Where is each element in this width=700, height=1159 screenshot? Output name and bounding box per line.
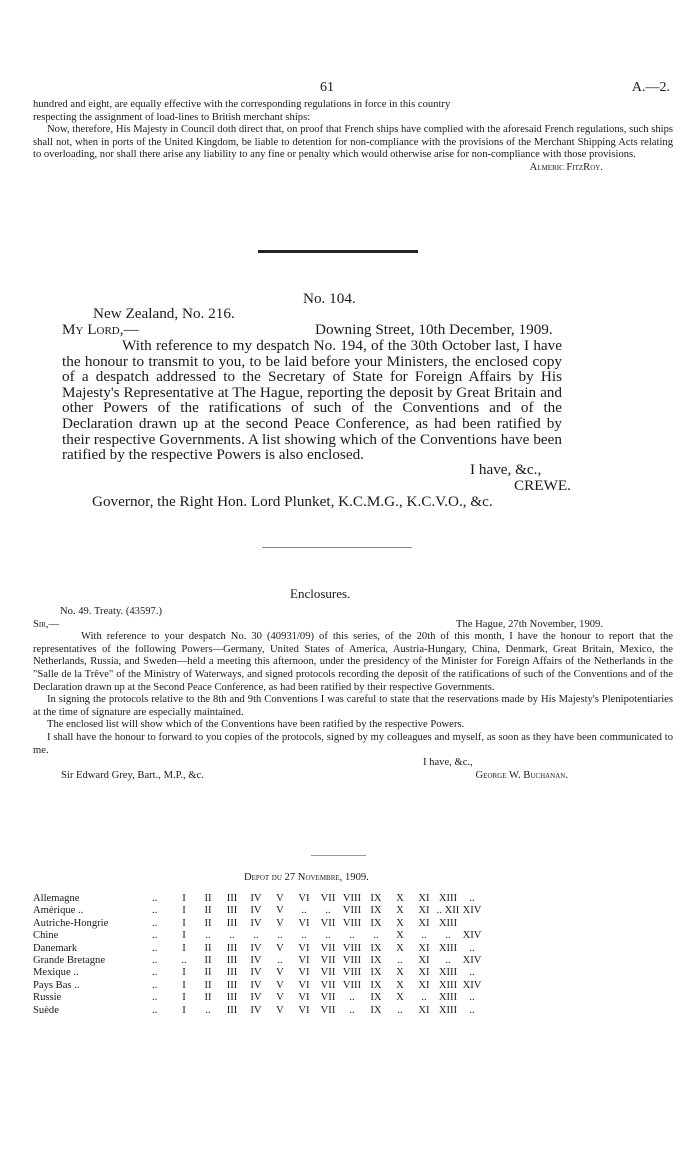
convention-cell: ..	[469, 942, 475, 954]
convention-cell: I	[182, 967, 186, 979]
convention-cell: ..	[229, 930, 235, 942]
ratification-table	[33, 893, 484, 1017]
convention-cell: XI	[418, 1004, 430, 1016]
convention-cell: XI	[418, 905, 430, 917]
enclosure-addressee: Sir Edward Grey, Bart., M.P., &c.	[61, 769, 204, 781]
convention-cell: VII	[320, 942, 336, 954]
convention-cell: XIII	[438, 967, 458, 979]
convention-cell: III	[226, 992, 238, 1004]
leader-dots: ..	[152, 1004, 158, 1016]
convention-cell: XIV	[462, 905, 482, 917]
section-divider	[258, 250, 418, 253]
convention-cell: VI	[298, 967, 310, 979]
table-row	[33, 893, 484, 905]
convention-cell: IV	[250, 967, 262, 979]
convention-cell: ..	[469, 967, 475, 979]
leader-dots: ..	[152, 979, 158, 991]
convention-cell: VIII	[342, 905, 362, 917]
leader-dots: ..	[152, 930, 158, 942]
convention-cell: ..	[469, 992, 475, 1004]
convention-cell: ..	[349, 1004, 355, 1016]
convention-cell: ..	[205, 1004, 211, 1016]
table-row	[33, 918, 484, 930]
convention-cell: I	[182, 992, 186, 1004]
convention-cell: ..	[397, 955, 403, 967]
convention-cell: X	[396, 917, 404, 929]
enclosure-letter	[33, 606, 673, 782]
country-name: Grande Bretagne	[33, 955, 106, 967]
convention-cell: III	[226, 955, 238, 967]
convention-cell: III	[226, 1004, 238, 1016]
despatch-body-block	[62, 338, 562, 463]
convention-cell: I	[182, 893, 186, 904]
convention-cell: X	[396, 979, 404, 991]
convention-cell: ..	[469, 1004, 475, 1016]
convention-cell: ..	[349, 992, 355, 1004]
convention-cell: IV	[250, 955, 262, 967]
convention-cell: III	[226, 967, 238, 979]
table-row	[33, 980, 484, 992]
intro-section	[33, 99, 673, 175]
despatch-signature: CREWE.	[514, 477, 571, 494]
table-row	[33, 930, 484, 942]
colony-reference: New Zealand, No. 216.	[93, 305, 235, 322]
convention-cell: II	[204, 955, 212, 967]
convention-cell: IV	[250, 1004, 262, 1016]
convention-cell: V	[276, 905, 284, 917]
country-name: Chine	[33, 930, 59, 942]
leader-dots: ..	[152, 992, 158, 1004]
convention-cell: IV	[250, 942, 262, 954]
convention-cell: IV	[250, 905, 262, 917]
convention-cell: ..	[181, 955, 187, 967]
convention-cell: XIV	[462, 930, 482, 942]
intro-paragraph: Now, therefore, His Majesty in Council doth direct that, on proof that French ships have complied with the aforesaid French regulations, such ships shall not, when in ports of the United Kingdom, be liable to detention for non-compliance with the provisions of the Merchant Shipping Acts relating to overloading, nor shall there arise any liability to any fine or penalty which would otherwise arise for non-compliance with those provisions.	[33, 124, 673, 161]
convention-cell: V	[276, 893, 284, 904]
country-name: Amérique ..	[33, 905, 84, 917]
leader-dots: ..	[152, 893, 158, 904]
convention-cell: IX	[370, 893, 382, 904]
convention-cell: X	[396, 893, 404, 904]
convention-cell: VI	[298, 992, 310, 1004]
table-row	[33, 967, 484, 979]
convention-cell: II	[204, 905, 212, 917]
convention-cell: VI	[298, 942, 310, 954]
enclosure-para-2: In signing the protocols relative to the 8th and 9th Conventions I was careful to state that the reservations made by His Majesty's Plenipotentiaries at the time of signature are especially maintained.	[33, 694, 673, 718]
enclosure-para-1: With reference to your despatch No. 30 (40931/09) of this series, of the 20th of this month, I have the honour to report that the representatives of the following Powers—Germany, United States of America, Austria-Hungary, China, Denmark, Great Britain, Mexico, the Netherlands, Russia, and Sweden—held a meeting this afternoon, under the presidency of the Minister for Foreign Affairs of the Netherlands in the "Salle de la Trêve" of the Ministry of Waterways, and signed protocols recording the deposit of the ratifications of such of the Conventions and of the Declaration drawn up at the Second Peace Conference, as had been ratified by their respective Governments.	[33, 631, 673, 693]
convention-cell: VII	[320, 917, 336, 929]
convention-cell: XIII	[438, 979, 458, 991]
convention-cell: VIII	[342, 979, 362, 991]
convention-cell: XI	[418, 893, 430, 904]
convention-cell: VII	[320, 955, 336, 967]
convention-cell: IV	[250, 979, 262, 991]
leader-dots: ..	[152, 955, 158, 967]
page-number: 61	[320, 80, 334, 95]
convention-cell: III	[226, 979, 238, 991]
convention-cell: XIII	[438, 1004, 458, 1016]
convention-cell: ..	[253, 930, 259, 942]
convention-cell: VII	[320, 992, 336, 1004]
convention-cell: VIII	[342, 917, 362, 929]
convention-cell: XIV	[462, 979, 482, 991]
convention-cell: XIV	[462, 955, 482, 967]
country-name: Suède	[33, 1004, 59, 1016]
country-name: Russie	[33, 992, 62, 1004]
paper-reference: A.—2.	[631, 80, 670, 95]
enclosure-signature: George W. Buchanan.	[475, 769, 568, 781]
table-row	[33, 1005, 484, 1017]
table-row	[33, 905, 484, 917]
convention-cell: .. XII	[436, 905, 460, 917]
convention-cell: II	[204, 917, 212, 929]
convention-cell: IV	[250, 917, 262, 929]
convention-cell: VII	[320, 893, 336, 904]
enclosure-closing: I have, &c.,	[423, 757, 473, 769]
leader-dots: ..	[152, 967, 158, 979]
convention-cell: III	[226, 917, 238, 929]
convention-cell: V	[276, 992, 284, 1004]
enclosure-para-4: I shall have the honour to forward to you copies of the protocols, signed by my colleagues and myself, as soon as they have been communicated to me.	[33, 731, 673, 756]
convention-cell: VI	[298, 917, 310, 929]
convention-cell: ..	[397, 1004, 403, 1016]
convention-cell: VI	[298, 1004, 310, 1016]
country-name: Allemagne	[33, 893, 80, 904]
table-divider	[311, 855, 366, 856]
convention-cell: VIII	[342, 893, 362, 904]
convention-cell: X	[396, 930, 404, 942]
convention-cell: X	[396, 942, 404, 954]
convention-cell: ..	[421, 992, 427, 1004]
convention-cell: XIII	[438, 917, 458, 929]
convention-cell: XI	[418, 942, 430, 954]
convention-cell: ..	[325, 930, 331, 942]
convention-cell: VII	[320, 1004, 336, 1016]
table-row	[33, 943, 484, 955]
convention-cell: IX	[370, 967, 382, 979]
despatch-place-date: Downing Street, 10th December, 1909.	[315, 321, 553, 338]
convention-cell: IX	[370, 905, 382, 917]
convention-cell: II	[204, 893, 212, 904]
convention-cell: ..	[301, 905, 307, 917]
convention-cell: IX	[370, 979, 382, 991]
enclosure-para-3: The enclosed list will show which of the Conventions have been ratified by the respective Powers.	[47, 719, 465, 731]
convention-cell: ..	[445, 930, 451, 942]
convention-cell: II	[204, 992, 212, 1004]
convention-cell: ..	[373, 930, 379, 942]
convention-cell: ..	[421, 930, 427, 942]
convention-cell: VIII	[342, 942, 362, 954]
convention-cell: ..	[445, 955, 451, 967]
table-row	[33, 992, 484, 1004]
convention-cell: XI	[418, 979, 430, 991]
convention-cell: VI	[298, 893, 310, 904]
convention-cell: I	[182, 930, 186, 942]
convention-cell: VIII	[342, 955, 362, 967]
leader-dots: ..	[152, 942, 158, 954]
convention-cell: ..	[277, 955, 283, 967]
convention-cell: ..	[325, 905, 331, 917]
convention-cell: ..	[469, 893, 475, 904]
convention-cell: ..	[349, 930, 355, 942]
convention-cell: V	[276, 942, 284, 954]
convention-cell: II	[204, 967, 212, 979]
convention-cell: X	[396, 992, 404, 1004]
convention-cell: XIII	[438, 893, 458, 904]
convention-cell: XI	[418, 917, 430, 929]
intro-line-1: hundred and eight, are equally effective with the corresponding regulations in force in this country	[33, 99, 451, 110]
convention-cell: VIII	[342, 967, 362, 979]
convention-cell: V	[276, 979, 284, 991]
convention-cell: I	[182, 905, 186, 917]
intro-line-2: respecting the assignment of load-lines to British merchant ships:	[33, 111, 311, 123]
convention-cell: VI	[298, 955, 310, 967]
convention-cell: X	[396, 967, 404, 979]
convention-cell: I	[182, 979, 186, 991]
convention-cell: I	[182, 942, 186, 954]
convention-cell: XI	[418, 967, 430, 979]
convention-cell: I	[182, 917, 186, 929]
despatch-body: With reference to my despatch No. 194, of the 30th October last, I have the honour to transmit to you, to be laid before your Ministers, the enclosed copy of a despatch addressed to the Secretary of State for Foreign Affairs by His Majesty's Representative at The Hague, reporting the deposit by Great Britain and other Powers of the ratifications of such of the Conventions and of the Declaration drawn up at the second Peace Conference, as had been ratified by their respective Governments. A list showing which of the Conventions have been ratified by the respective Powers is also enclosed.	[62, 337, 562, 464]
convention-cell: III	[226, 893, 238, 904]
despatch-salutation: My Lord,—	[62, 321, 139, 338]
convention-cell: VI	[298, 979, 310, 991]
convention-cell: V	[276, 1004, 284, 1016]
leader-dots: ..	[152, 905, 158, 917]
country-name: Pays Bas ..	[33, 979, 80, 991]
section-divider-light	[262, 547, 412, 548]
convention-cell: IX	[370, 942, 382, 954]
country-name: Autriche-Hongrie	[33, 917, 109, 929]
convention-cell: IX	[370, 955, 382, 967]
convention-cell: III	[226, 905, 238, 917]
convention-cell: II	[204, 942, 212, 954]
despatch-addressee: Governor, the Right Hon. Lord Plunket, K.C.M.G., K.C.V.O., &c.	[92, 493, 493, 510]
enclosure-ref: No. 49. Treaty. (43597.)	[60, 606, 163, 617]
convention-cell: VII	[320, 979, 336, 991]
table-row	[33, 955, 484, 967]
country-name: Mexique ..	[33, 967, 79, 979]
convention-cell: XI	[418, 955, 430, 967]
despatch-number: No. 104.	[303, 290, 356, 307]
intro-signature: Almeric FitzRoy.	[529, 161, 603, 173]
convention-cell: III	[226, 942, 238, 954]
convention-cell: I	[182, 1004, 186, 1016]
convention-cell: IX	[370, 992, 382, 1004]
country-name: Danemark	[33, 942, 78, 954]
convention-cell: X	[396, 905, 404, 917]
convention-cell: XIII	[438, 942, 458, 954]
enclosure-salutation: Sir,—	[33, 618, 60, 630]
convention-cell: V	[276, 967, 284, 979]
convention-cell: IV	[250, 992, 262, 1004]
leader-dots: ..	[152, 917, 158, 929]
convention-cell: IX	[370, 1004, 382, 1016]
enclosure-place-date: The Hague, 27th November, 1909.	[456, 618, 603, 630]
convention-cell: IX	[370, 917, 382, 929]
despatch-closing: I have, &c.,	[470, 461, 542, 478]
convention-cell: II	[204, 979, 212, 991]
convention-cell: IV	[250, 893, 262, 904]
convention-cell: VII	[320, 967, 336, 979]
convention-cell: XIII	[438, 992, 458, 1004]
convention-cell	[460, 918, 484, 930]
table-title: Depot du 27 Novembre, 1909.	[244, 872, 369, 883]
convention-cell: ..	[277, 930, 283, 942]
enclosures-heading: Enclosures.	[290, 586, 351, 601]
convention-cell: ..	[205, 930, 211, 942]
convention-cell: ..	[301, 930, 307, 942]
convention-cell: V	[276, 917, 284, 929]
